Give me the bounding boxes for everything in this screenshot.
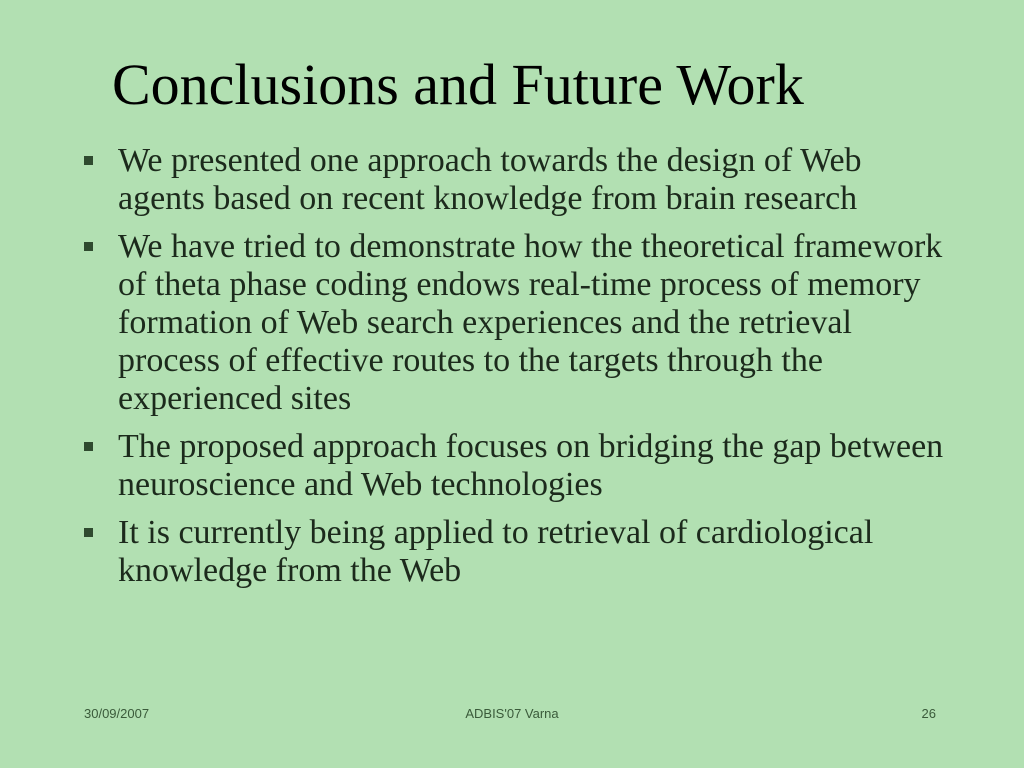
square-bullet-icon	[84, 156, 93, 165]
slide-title: Conclusions and Future Work	[112, 52, 804, 117]
bullet-text: We have tried to demonstrate how the theoretical framework of theta phase coding endows real-time process of memory formation of Web search experiences and the retrieval process of effective routes to the targets through the experienced sites	[118, 228, 943, 417]
bullet-text: The proposed approach focuses on bridging the gap between neuroscience and Web technologies	[118, 428, 944, 503]
bullet-item	[84, 142, 944, 218]
bullet-list	[84, 142, 944, 600]
bullet-item	[84, 428, 944, 504]
footer-conference: ADBIS'07 Varna	[465, 706, 559, 721]
bullet-text: It is currently being applied to retrieval of cardiological knowledge from the Web	[118, 514, 874, 589]
bullet-item	[84, 514, 944, 590]
square-bullet-icon	[84, 442, 93, 451]
square-bullet-icon	[84, 242, 93, 251]
bullet-item	[84, 228, 944, 418]
square-bullet-icon	[84, 528, 93, 537]
footer-page-number: 26	[921, 706, 936, 721]
bullet-text: We presented one approach towards the design of Web agents based on recent knowledge from brain research	[118, 142, 862, 217]
footer-date: 30/09/2007	[84, 706, 150, 721]
